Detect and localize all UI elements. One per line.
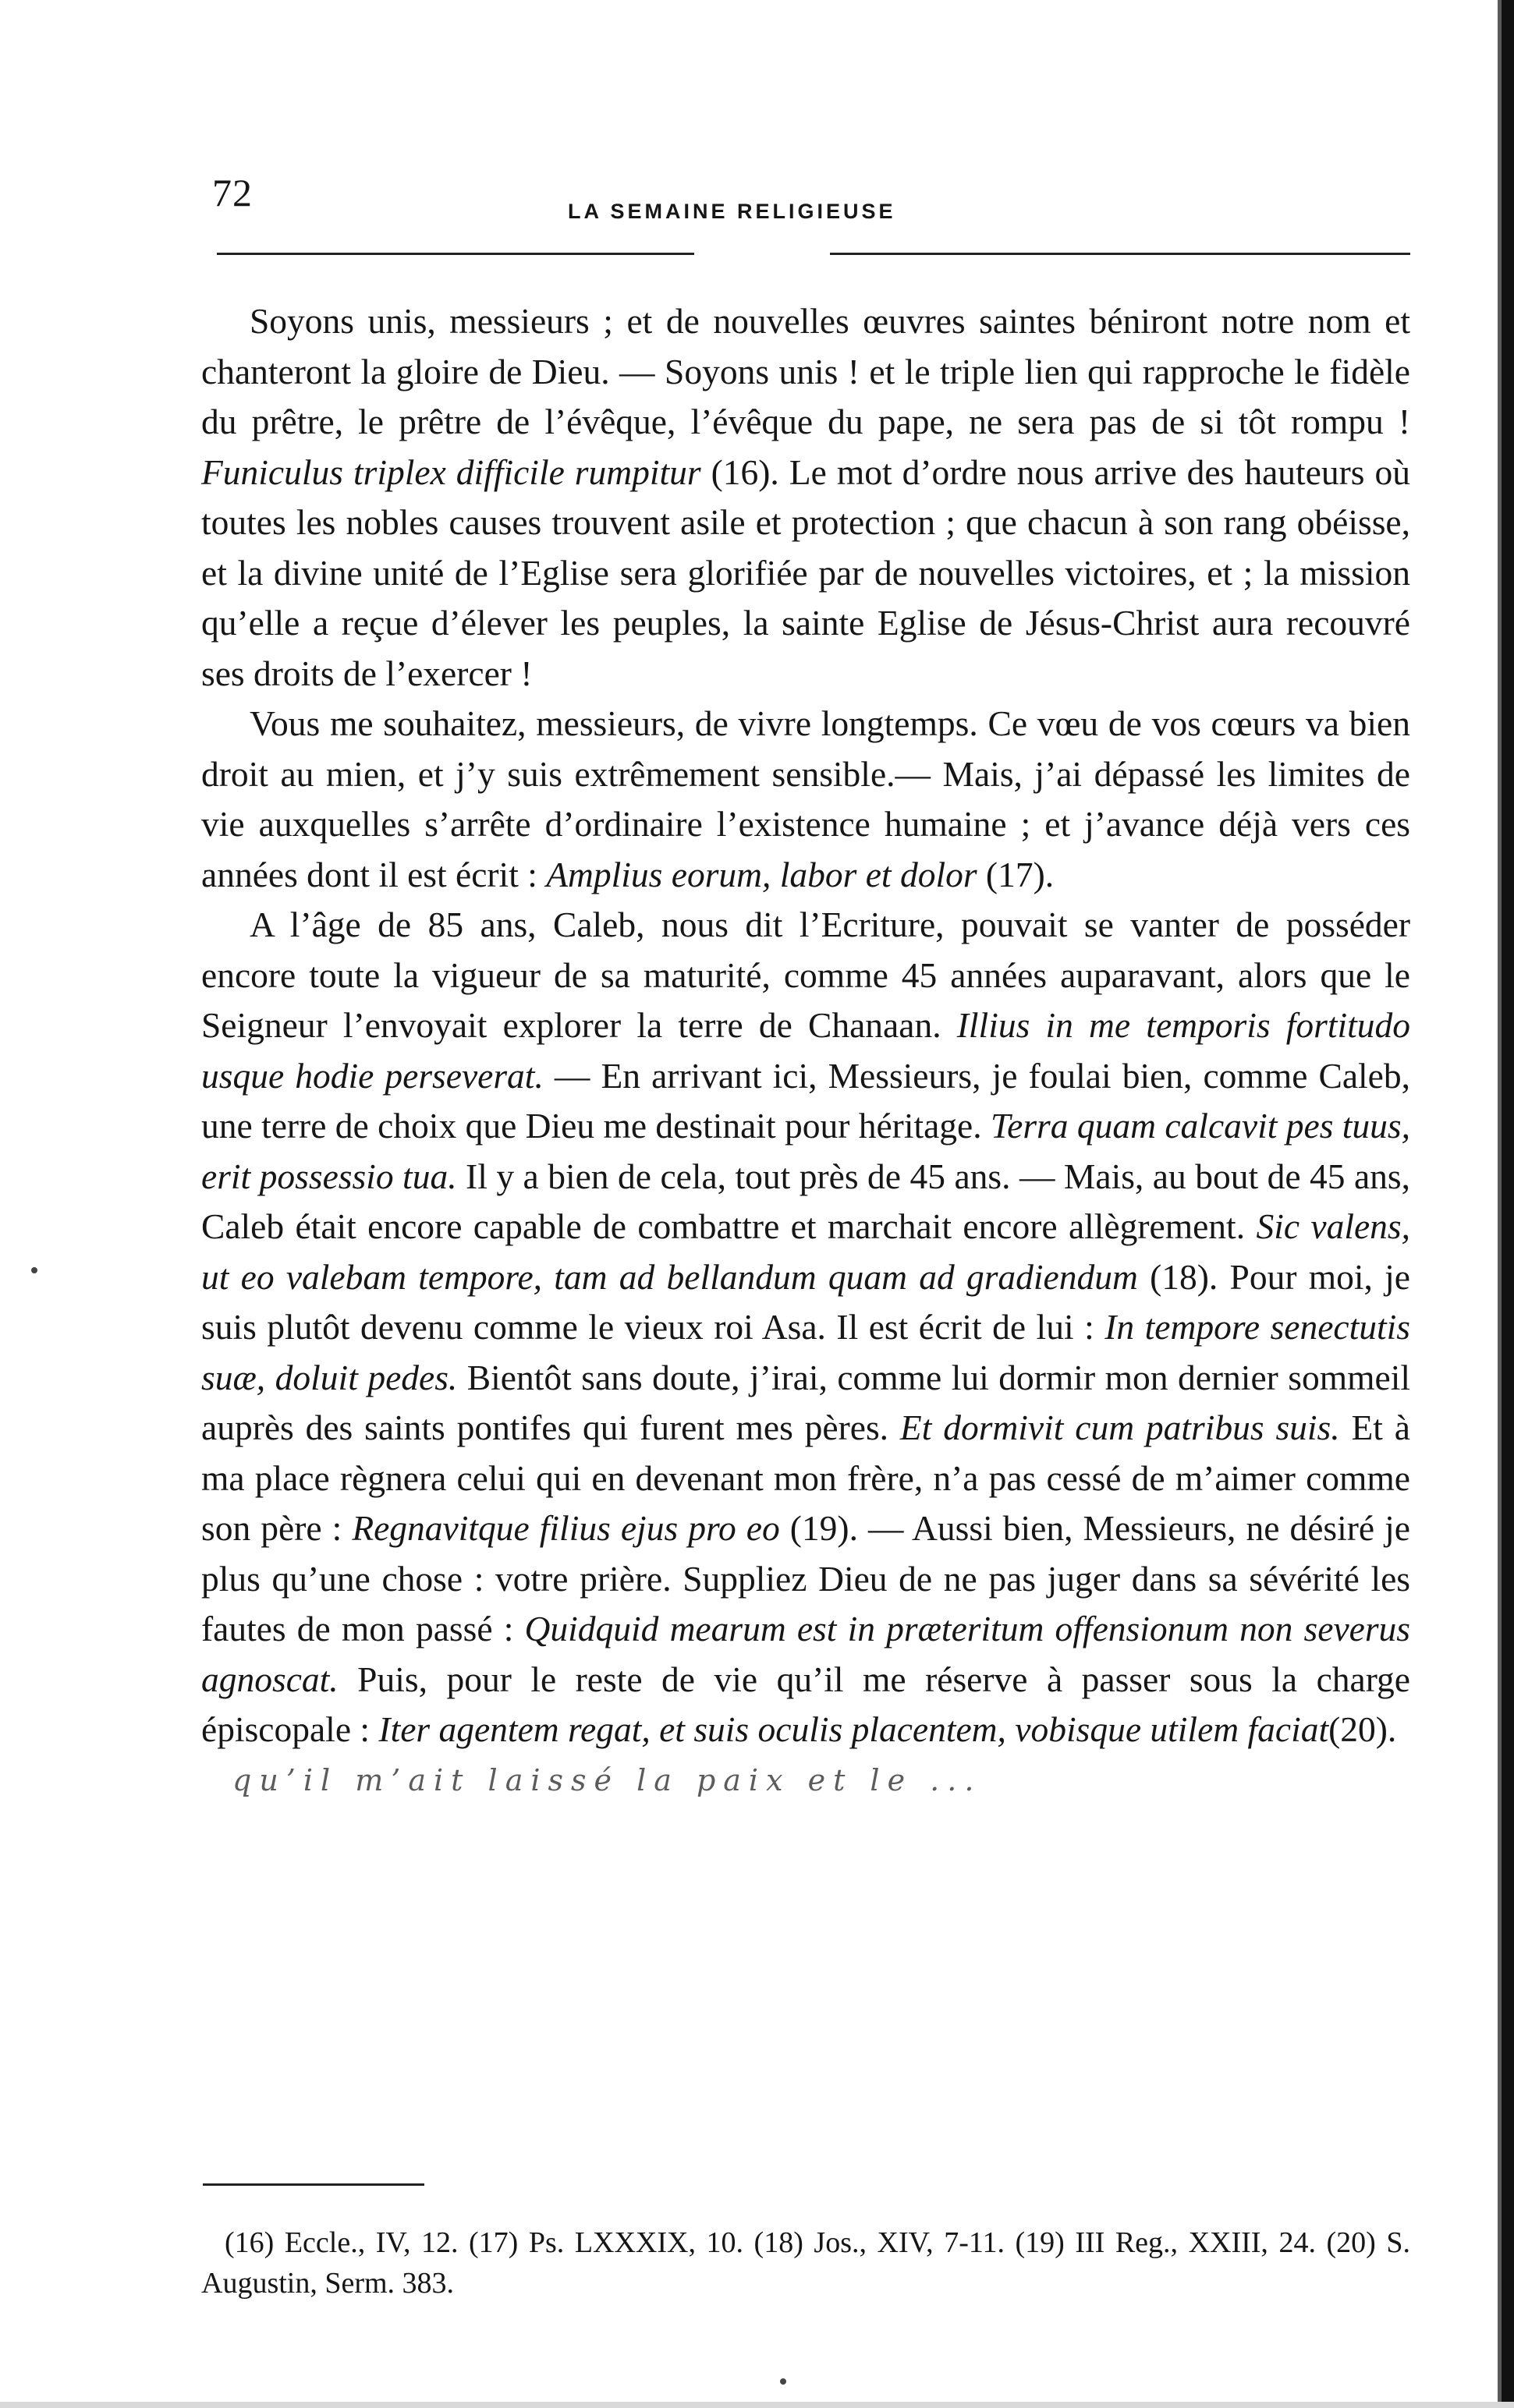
latin-quote: Regnavitque filius ejus pro eo bbox=[352, 1508, 780, 1548]
text-run: (16). Le mot d’ordre nous arrive des hauteurs où toutes les nobles causes trouvent asile et protection ; que chacun à son rang obéisse, et la divine unité de l’Eglise sera glorifiée par de nouvelles victoires, et ; la mission qu’elle a reçue d’élever les peuples, la sainte Eglise de Jésus-Christ aura recouvré ses droits de l’exercer ! bbox=[201, 452, 1410, 693]
text-run: (17). bbox=[977, 854, 1055, 894]
latin-quote: Quidquid mearum est in præteritum offensionum non severus agnoscat. bbox=[201, 1609, 1411, 1699]
running-head: LA SEMAINE RELIGIEUSE bbox=[568, 200, 896, 223]
page-number: 72 bbox=[212, 171, 253, 214]
header-rule-right bbox=[830, 253, 1410, 255]
text-run: (18). Pour moi, je suis plutôt devenu comme le vieux roi Asa. Il est écrit de lui : bbox=[201, 1256, 1410, 1347]
text-run: Bientôt sans doute, j’irai, comme lui dormir mon dernier sommeil auprès des saints pontifes qui furent mes pères. bbox=[201, 1357, 1411, 1447]
footnotes: (16) Eccle., IV, 12. (17) Ps. LXXXIX, 10. (18) Jos., XIV, 7-11. (19) III Reg., XXIII, 24. (20) S. Augustin, Serm. 383. bbox=[201, 2226, 1410, 2300]
page-bottom-edge bbox=[0, 2402, 1514, 2408]
latin-quote: In tempore senectutis suæ, doluit pedes. bbox=[201, 1307, 1410, 1397]
page-edge-border bbox=[1502, 0, 1514, 2408]
latin-quote: Terra quam calcavit pes tuus, erit possessio tua. bbox=[201, 1106, 1410, 1196]
ink-speck bbox=[780, 2378, 786, 2385]
latin-quote: Illius in me temporis fortitudo usque hodie perseverat. bbox=[201, 1005, 1411, 1096]
paragraph bbox=[201, 900, 1410, 1755]
body-text bbox=[201, 296, 1410, 1805]
paragraph bbox=[201, 296, 1410, 699]
text-run: Soyons unis, messieurs ; et de nouvelles œuvres saintes béniront notre nom et chanteront la gloire de Dieu. — Soyons unis ! et le triple lien qui rapproche le fidèle du prêtre, le prêtre de l’évêque, l’évêque du pape, ne sera pas de si tôt rompu ! bbox=[201, 301, 1410, 441]
latin-quote: Funiculus triplex difficile rumpitur bbox=[201, 452, 701, 492]
paragraph bbox=[201, 699, 1410, 900]
text-run: Puis, pour le reste de vie qu’il me réserve à passer sous la charge épiscopale : bbox=[201, 1659, 1410, 1749]
latin-quote: Iter agentem regat, et suis oculis placentem, vobisque utilem faciat bbox=[378, 1709, 1329, 1749]
text-run: Et à ma place règnera celui qui en devenant mon frère, n’a pas cessé de m’aimer comme son père : bbox=[201, 1408, 1410, 1548]
latin-quote: Et dormivit cum patribus suis. bbox=[899, 1408, 1340, 1447]
text-run: — En arrivant ici, Messieurs, je foulai bien, comme Caleb, une terre de choix que Dieu me destinait pour héritage. bbox=[201, 1055, 1410, 1146]
handwritten-annotation: qu’il m’ait laissé la paix et le ... bbox=[232, 1762, 982, 1797]
latin-quote: Amplius eorum, labor et dolor bbox=[546, 854, 977, 894]
text-run: (20). bbox=[1328, 1709, 1397, 1749]
text-run: Il y a bien de cela, tout près de 45 ans. — Mais, au bout de 45 ans, Caleb était encore capable de combattre et marchait encore allègrement. bbox=[201, 1156, 1410, 1246]
text-run: A l’âge de 85 ans, Caleb, nous dit l’Ecriture, pouvait se vanter de posséder encore toute la vigueur de sa maturité, comme 45 années auparavant, alors que le Seigneur l’envoyait explorer la terre de Chanaan. bbox=[201, 905, 1410, 1045]
header-rule-left bbox=[217, 253, 694, 255]
footnote-rule bbox=[203, 2183, 424, 2186]
text-run: Vous me souhaitez, messieurs, de vivre longtemps. Ce vœu de vos cœurs va bien droit au mien, et j’y suis extrêmement sensible.— Mais, j’ai dépassé les limites de vie auxquelles s’arrête d’ordinaire l’existence humaine ; et j’avance déjà vers ces années dont il est écrit : bbox=[201, 703, 1410, 894]
latin-quote: Sic valens, ut eo valebam tempore, tam ad bellandum quam ad gradiendum bbox=[201, 1206, 1410, 1297]
ink-speck bbox=[31, 1267, 37, 1273]
text-run: (19). — Aussi bien, Messieurs, ne désiré je plus qu’une chose : votre prière. Suppliez Dieu de ne pas juger dans sa sévérité les fautes de mon passé : bbox=[201, 1508, 1410, 1648]
